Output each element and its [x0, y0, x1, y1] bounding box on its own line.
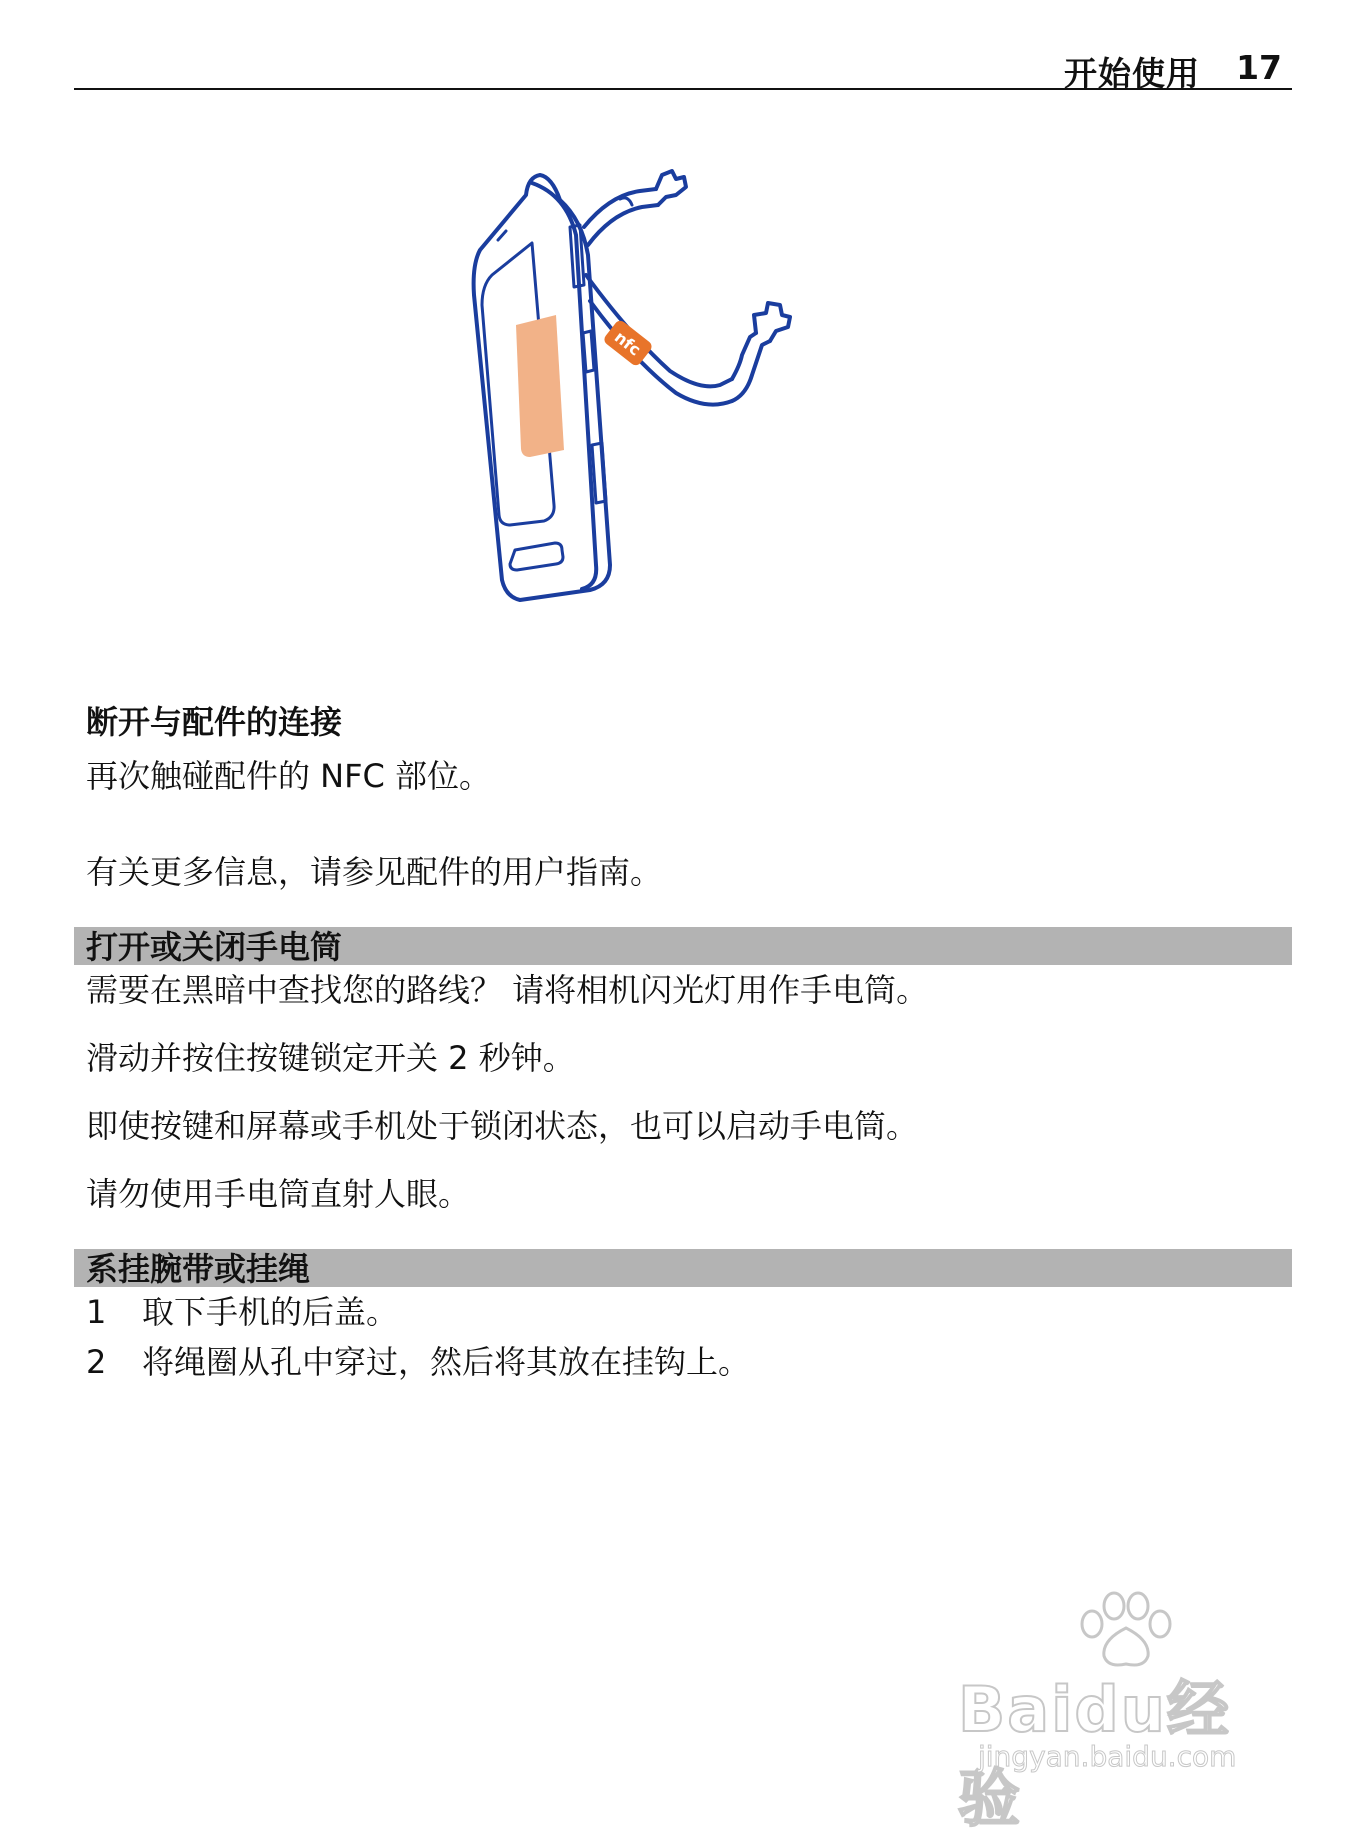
baidu-watermark [958, 1590, 1278, 1835]
flashlight-p3: 即使按键和屏幕或手机处于锁闭状态，也可以启动手电筒。 [86, 1107, 919, 1145]
running-header [74, 40, 1292, 93]
step-text: 取下手机的后盖。 [142, 1293, 399, 1331]
nfc-area-mark [516, 315, 564, 457]
watermark-url: jingyan.baidu.com [978, 1740, 1237, 1773]
paw-icon [1070, 1590, 1180, 1670]
flashlight-p4: 请勿使用手电筒直射人眼。 [86, 1175, 471, 1213]
strap-section-bar [74, 1249, 1292, 1287]
flashlight-section-bar [74, 927, 1292, 965]
phone-nfc-strap-illustration [470, 165, 900, 680]
disconnect-line2: 有关更多信息，请参见配件的用户指南。 [86, 853, 663, 891]
flashlight-p2: 滑动并按住按键锁定开关 2 秒钟。 [86, 1039, 575, 1077]
strap-heading: 系挂腕带或挂绳 [86, 1250, 311, 1288]
step-number: 2 [86, 1343, 107, 1381]
step-text: 将绳圈从孔中穿过，然后将其放在挂钩上。 [142, 1343, 751, 1381]
page-number: 17 [1236, 48, 1282, 87]
disconnect-line1: 再次触碰配件的 NFC 部位。 [86, 757, 492, 795]
flashlight-p1: 需要在黑暗中查找您的路线？ 请将相机闪光灯用作手电筒。 [86, 971, 929, 1009]
watermark-brand: Baidu经验 [958, 1673, 1231, 1835]
step-number: 1 [86, 1293, 107, 1331]
nfc-badge-label: nfc [610, 327, 645, 360]
header-title: 开始使用 [1064, 54, 1200, 93]
flashlight-heading: 打开或关闭手电筒 [86, 928, 343, 966]
disconnect-heading: 断开与配件的连接 [86, 703, 343, 741]
